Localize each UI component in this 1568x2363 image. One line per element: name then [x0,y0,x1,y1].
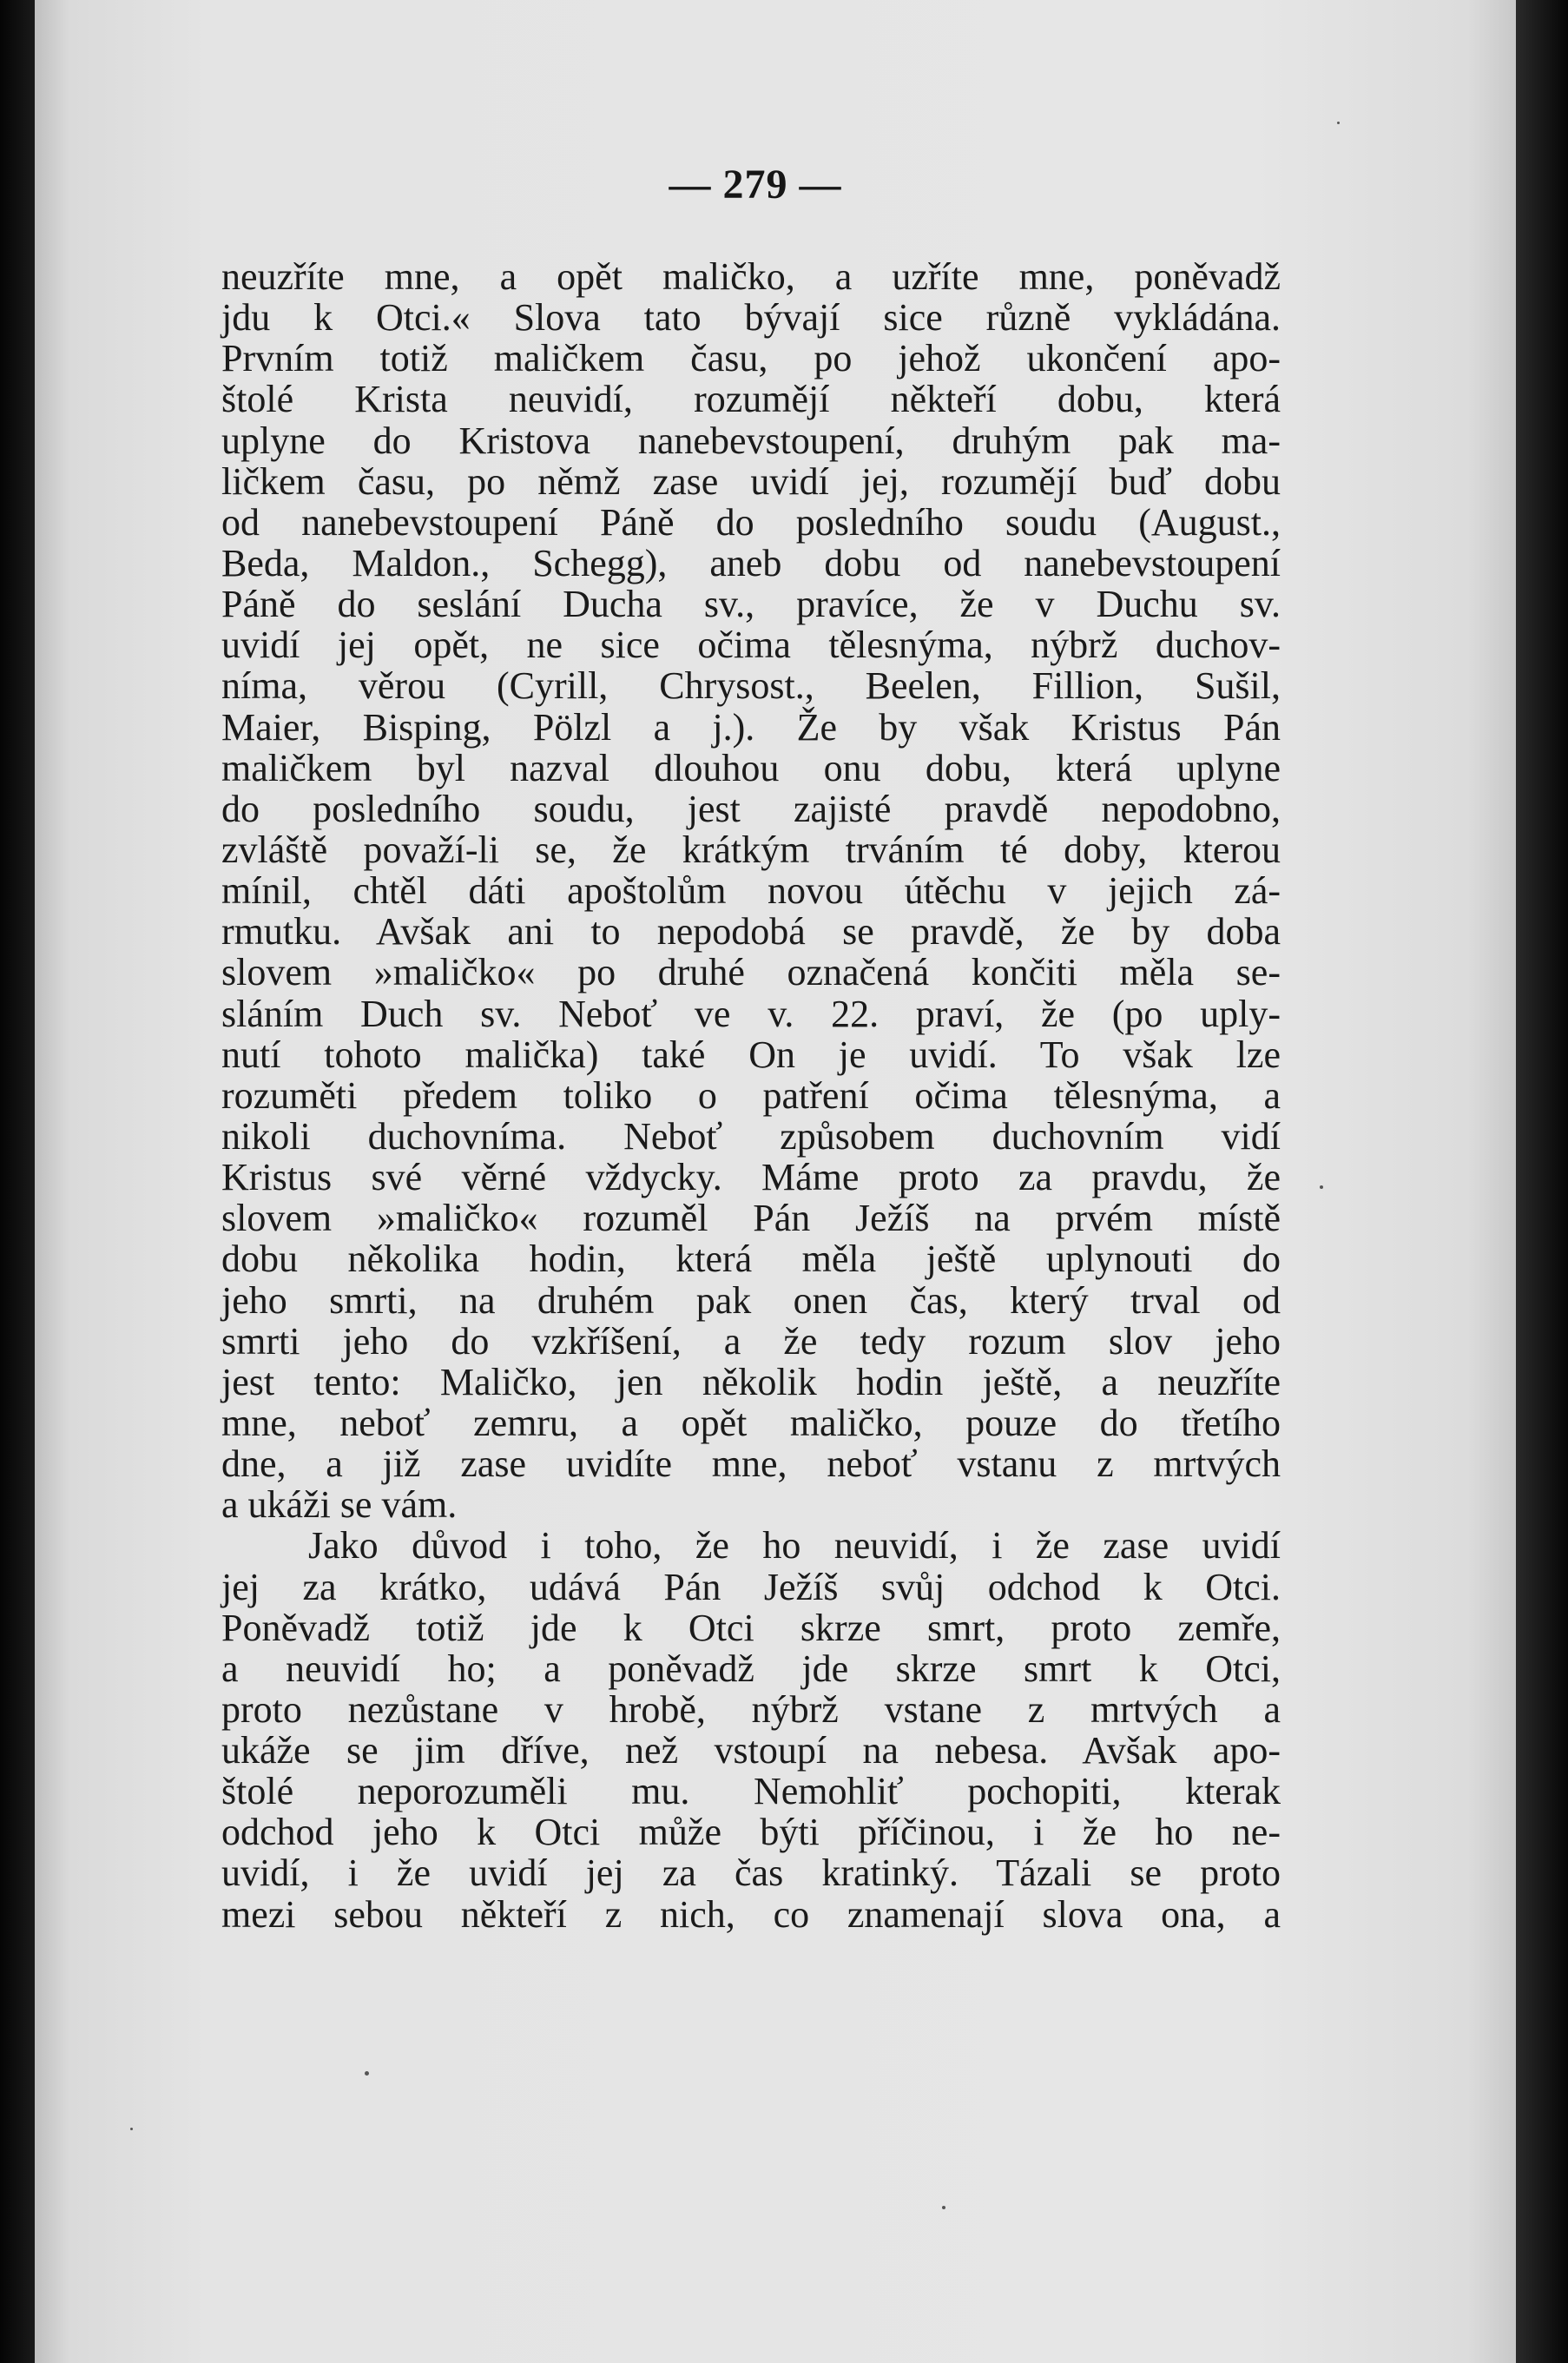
text-line: jest tento: Maličko, jen několik hodin ještě, a neuzříte [221,1360,1281,1403]
body-text [221,256,1281,1935]
text-line: smrti jeho do vzkříšení, a že tedy rozum slov jeho [221,1319,1281,1363]
text-line: neuzříte mne, a opět maličko, a uzříte mne, poněvadž [221,255,1281,298]
text-line: Maier, Bisping, Pölzl a j.). Že by však Kristus Pán [221,705,1281,749]
text-line: slovem »maličko« po druhé označená končiti měla se- [221,951,1281,994]
scan-speck [942,2206,945,2209]
paragraph [221,256,1281,1525]
text-line: dobu několika hodin, která měla ještě uplynouti do [221,1238,1281,1281]
text-line: maličkem byl nazval dlouhou onu dobu, která uplyne [221,746,1281,789]
text-line: rozuměti předem toliko o patření očima tělesnýma, a [221,1073,1281,1117]
text-line: Páně do seslání Ducha sv., pravíce, že v Duchu sv. [221,583,1281,626]
text-line: odchod jeho k Otci může býti příčinou, i že ho ne- [221,1811,1281,1854]
text-line: jdu k Otci.« Slova tato bývají sice různě vykládána. [221,296,1281,340]
paragraph [221,1525,1281,1934]
text-line: Beda, Maldon., Schegg), aneb dobu od nanebevstoupení [221,541,1281,584]
text-line: sláním Duch sv. Neboť ve v. 22. praví, že (po uply- [221,992,1281,1035]
scan-speck [130,2128,133,2130]
text-line: Poněvadž totiž jde k Otci skrze smrt, proto zemře, [221,1606,1281,1649]
text-line: do posledního soudu, jest zajisté pravdě nepodobno, [221,787,1281,830]
text-line: ukáže se jim dříve, než vstoupí na nebesa. Avšak apo- [221,1729,1281,1772]
text-line: a ukáži se vám. [221,1483,458,1527]
text-line: uvidí jej opět, ne sice očima tělesnýma, nýbrž duchov- [221,624,1281,667]
text-line: uvidí, i že uvidí jej za čas kratinký. Tázali se proto [221,1851,1281,1895]
scan-speck [365,2071,369,2076]
text-line: mne, neboť zemru, a opět maličko, pouze do třetího [221,1401,1281,1444]
text-line: a neuvidí ho; a poněvadž jde skrze smrt k Otci, [221,1647,1281,1690]
text-line: Kristus své věrné vždycky. Máme proto za pravdu, že [221,1156,1281,1199]
text-line: rmutku. Avšak ani to nepodobá se pravdě, že by doba [221,910,1281,954]
text-line: nikoli duchovníma. Neboť způsobem duchovním vidí [221,1114,1281,1158]
text-line: mínil, chtěl dáti apoštolům novou útěchu v jejich zá- [221,869,1281,913]
text-line: štolé neporozuměli mu. Nemohliť pochopiti, kterak [221,1770,1281,1813]
text-line: jeho smrti, na druhém pak onen čas, který trval od [221,1278,1281,1322]
text-line: proto nezůstane v hrobě, nýbrž vstane z mrtvých a [221,1687,1281,1731]
text-line: uplyne do Kristova nanebevstoupení, druhým pak ma- [221,419,1281,462]
text-line: jej za krátko, udává Pán Ježíš svůj odchod k Otci. [221,1565,1281,1608]
text-line: Jako důvod i toho, že ho neuvidí, i že zase uvidí [308,1524,1281,1568]
scan-speck [1320,1185,1323,1189]
text-line: slovem »maličko« rozuměl Pán Ježíš na prvém místě [221,1197,1281,1240]
text-line: mezi sebou někteří z nich, co znamenají slova ona, a [221,1892,1281,1936]
text-line: zvláště považí-li se, že krátkým trváním té doby, kterou [221,828,1281,871]
scan-left-margin [0,0,35,2363]
text-line: od nanebevstoupení Páně do posledního soudu (August., [221,500,1281,544]
text-line: Prvním totiž maličkem času, po jehož ukončení apo- [221,337,1281,380]
text-line: ličkem času, po němž zase uvidí jej, rozumějí buď dobu [221,459,1281,503]
text-line: níma, věrou (Cyrill, Chrysost., Beelen, Fillion, Sušil, [221,664,1281,708]
page-number: — 279 — [669,162,842,208]
text-line: nutí tohoto malička) také On je uvidí. To však lze [221,1033,1281,1076]
text-line: štolé Krista neuvidí, rozumějí někteří dobu, která [221,378,1281,421]
text-line: dne, a již zase uvidíte mne, neboť vstanu z mrtvých [221,1442,1281,1486]
scan-right-margin [1516,0,1568,2363]
scan-speck [1337,122,1340,124]
